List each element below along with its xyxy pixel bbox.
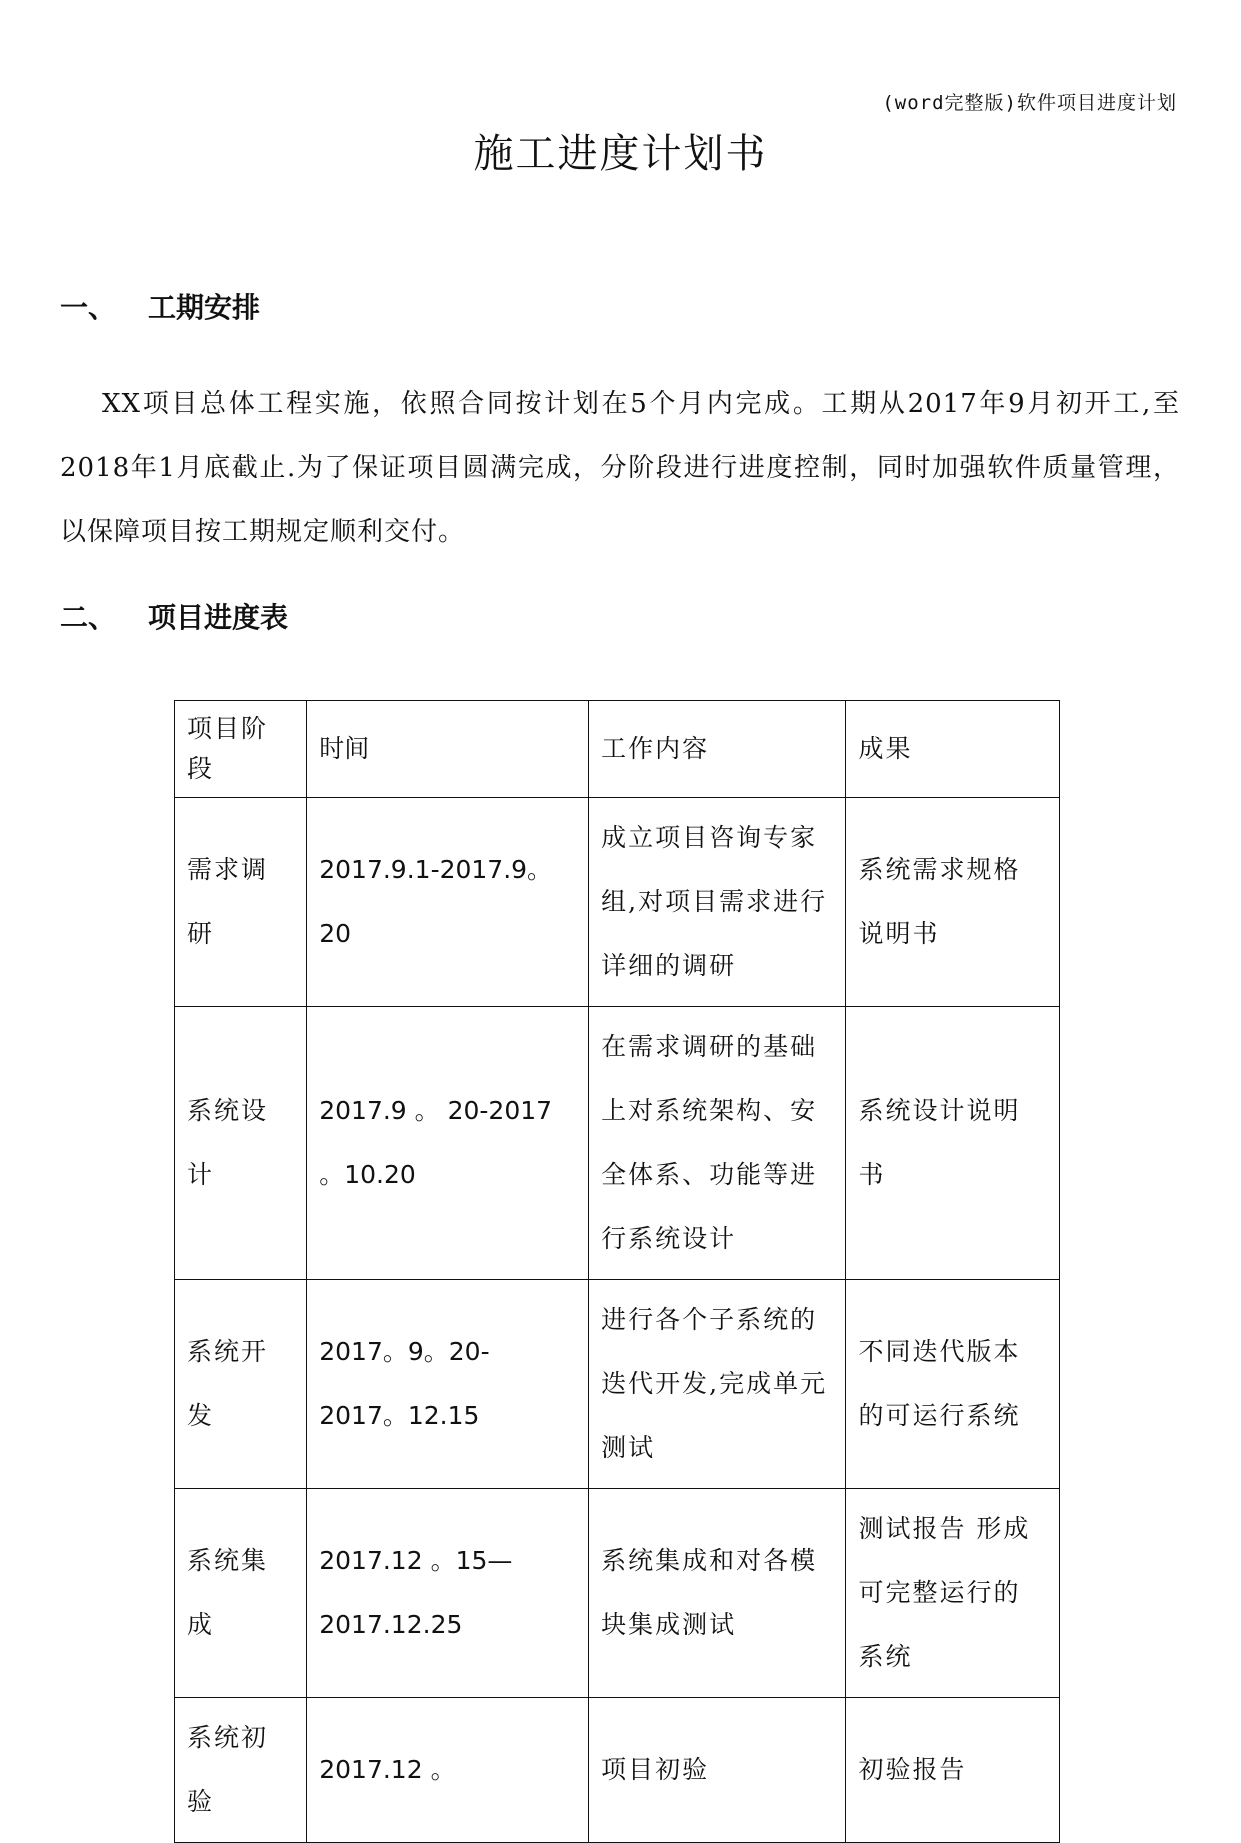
cell-result: 初验报告 — [846, 1698, 1060, 1843]
section-number: 一、 — [60, 291, 117, 324]
cell-content: 成立项目咨询专家组,对项目需求进行详细的调研 — [589, 798, 846, 1007]
section-heading-progress-table — [60, 596, 288, 636]
cell-content: 进行各个子系统的迭代开发,完成单元测试 — [589, 1280, 846, 1489]
header-content: 工作内容 — [589, 701, 846, 798]
header-stage: 项目阶段 — [175, 701, 307, 798]
cell-stage: 需求调研 — [175, 798, 307, 1007]
cell-result: 不同迭代版本的可运行系统 — [846, 1280, 1060, 1489]
section-number: 二、 — [60, 601, 117, 634]
running-header: (word完整版)软件项目进度计划 — [882, 92, 1177, 114]
table-row — [175, 1007, 1060, 1280]
table-row — [175, 1698, 1060, 1843]
cell-content: 在需求调研的基础上对系统架构、安全体系、功能等进行系统设计 — [589, 1007, 846, 1280]
table-header-row — [175, 701, 1060, 798]
cell-content: 系统集成和对各模块集成测试 — [589, 1489, 846, 1698]
table-row — [175, 1489, 1060, 1698]
cell-stage: 系统设计 — [175, 1007, 307, 1280]
cell-time: 2017.12 。15—2017.12.25 — [307, 1489, 589, 1698]
progress-table — [174, 700, 1060, 1843]
header-result: 成果 — [846, 701, 1060, 798]
cell-stage: 系统初验 — [175, 1698, 307, 1843]
section-heading-schedule — [60, 286, 260, 326]
table-row — [175, 798, 1060, 1007]
cell-time: 2017.9 。 20-2017 。10.20 — [307, 1007, 589, 1280]
document-title: 施工进度计划书 — [473, 131, 768, 177]
table-row — [175, 1280, 1060, 1489]
section-title: 项目进度表 — [148, 601, 289, 634]
cell-content: 项目初验 — [589, 1698, 846, 1843]
cell-time: 2017.9.1-2017.9。20 — [307, 798, 589, 1007]
cell-stage: 系统集成 — [175, 1489, 307, 1698]
cell-result: 系统需求规格说明书 — [846, 798, 1060, 1007]
cell-time: 2017。9。20-2017。12.15 — [307, 1280, 589, 1489]
section-title: 工期安排 — [148, 291, 261, 324]
cell-result: 系统设计说明书 — [846, 1007, 1060, 1280]
cell-time: 2017.12 。 — [307, 1698, 589, 1843]
cell-stage: 系统开发 — [175, 1280, 307, 1489]
cell-result: 测试报告 形成可完整运行的系统 — [846, 1489, 1060, 1698]
header-time: 时间 — [307, 701, 589, 798]
schedule-paragraph: XX项目总体工程实施，依照合同按计划在5个月内完成。工期从2017年9月初开工,至2018年1月底截止.为了保证项目圆满完成，分阶段进行进度控制，同时加强软件质量管理，以保障项目按工期规定顺利交付。 — [60, 389, 1180, 547]
